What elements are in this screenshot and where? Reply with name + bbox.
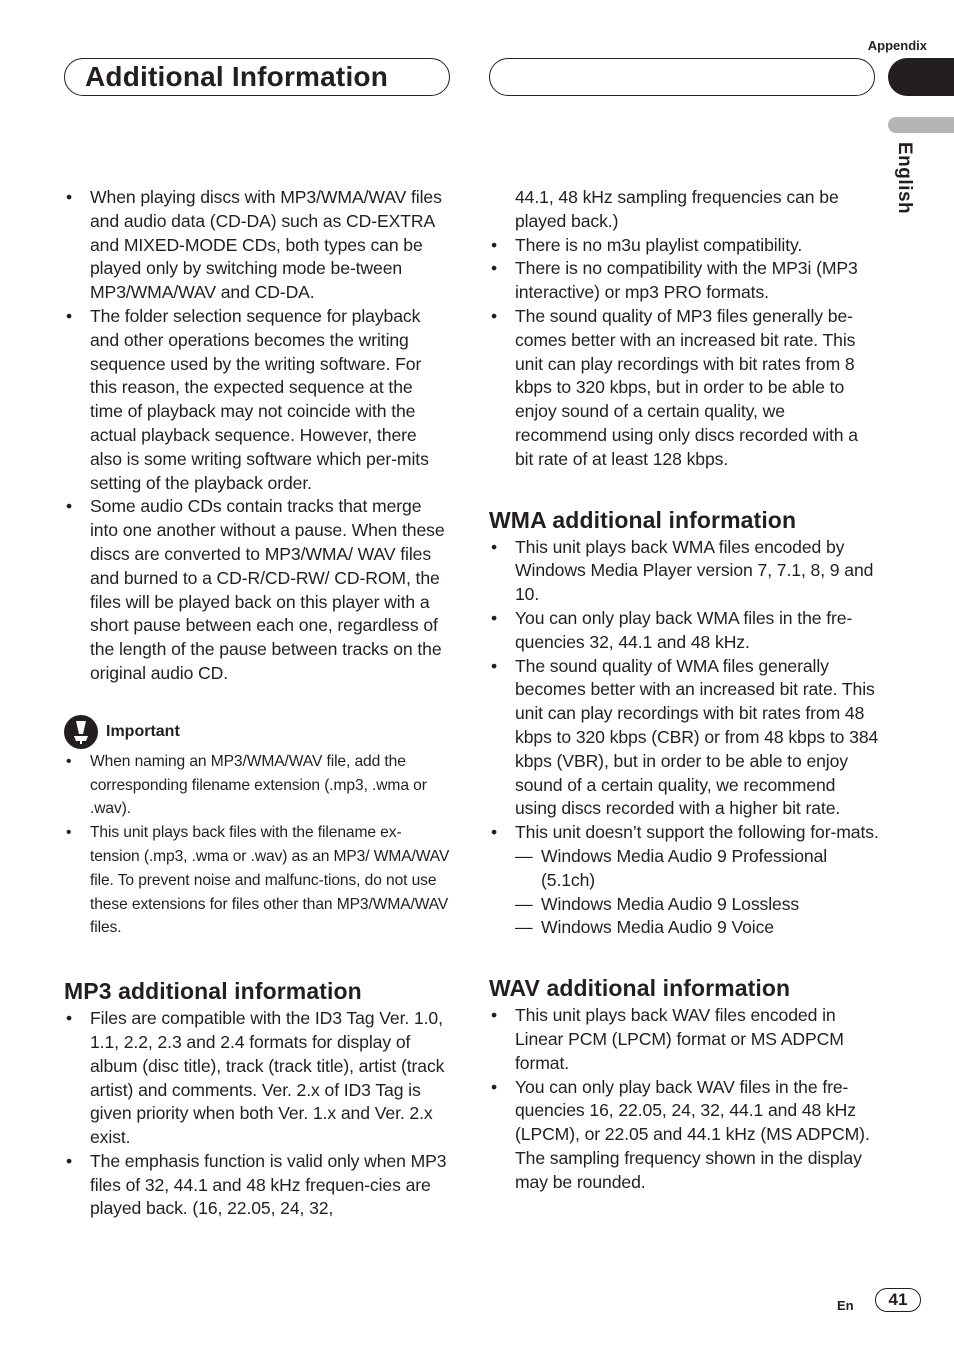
section-tab-marker xyxy=(888,58,954,96)
footer-language: En xyxy=(837,1298,854,1313)
unsupported-format: Windows Media Audio 9 Voice xyxy=(541,917,774,938)
list-item: • This unit plays back WMA files encoded by Windows Media Player version 7, 7.1, 8, 9 and 10. xyxy=(489,536,879,607)
list-item: • When playing discs with MP3/WMA/WAV files and audio data (CD-DA) such as CD-EXTRA and MIXED-MODE CDs, both types can be played only by switching mode be-tween MP3/WMA/WAV and CD-DA. xyxy=(64,186,450,305)
list-item: • Files are compatible with the ID3 Tag Ver. 1.0, 1.1, 2.2, 2.3 and 2.4 formats for display of album (disc title), track (track title), artist (track artist) and comments. Ver. 2.x of ID3 Tag is given priority when both Ver. 1.x and Ver. 2.x exist. xyxy=(64,1007,450,1150)
general-notes-list xyxy=(64,186,450,686)
mp3-list-continued xyxy=(489,234,879,472)
list-item: • This unit doesn’t support the following for-mats. xyxy=(489,821,879,845)
list-item: • There is no m3u playlist compatibility. xyxy=(489,234,879,258)
dash-marker: — xyxy=(515,917,533,938)
wav-heading: WAV additional information xyxy=(489,975,791,1002)
page-title-box xyxy=(64,58,450,96)
wma-list xyxy=(489,536,879,845)
list-item: • There is no compatibility with the MP3i (MP3 interactive) or mp3 PRO formats. xyxy=(489,257,879,305)
list-item: • You can only play back WMA files in the fre-quencies 32, 44.1 and 48 kHz. xyxy=(489,607,879,655)
dash-marker: — xyxy=(515,845,533,866)
list-item: • The folder selection sequence for playback and other operations becomes the writing sequence used by the writing software. For this reason, the expected sequence at the time of playback may not coincide with the actual playback sequence. However, there also is some writing software which per-mits setting of the playback order. xyxy=(64,305,450,495)
list-item: • The sound quality of WMA files generally becomes better with an increased bit rate. This unit can play recordings with bit rates from 48 kbps to 320 kbps (CBR) or from 48 kbps to 384 kbps (VBR), but in order to be able to enjoy sound of a certain quality, we recommend using discs recorded with a higher bit rate. xyxy=(489,655,879,822)
important-header xyxy=(64,714,450,750)
list-item: • The emphasis function is valid only when MP3 files of 32, 44.1 and 48 kHz frequen-cies are played back. (16, 22.05, 24, 32, xyxy=(64,1150,450,1221)
list-item: • The sound quality of MP3 files generally be-comes better with an increased bit rate. This unit can play recordings with bit rates from 8 kbps to 320 kbps, but in order to be able to enjoy sound of a certain quality, we recommend using only discs recorded with a bit rate of at least 128 kbps. xyxy=(489,305,879,472)
right-column xyxy=(489,186,879,1194)
list-item: • Some audio CDs contain tracks that merge into one another without a pause. When these discs are converted to MP3/WMA/ WAV files and burned to a CD-R/CD-RW/ CD-ROM, the files will be played back on this player with a short pause between each one, regardless of the length of the pause between tracks on the original audio CD. xyxy=(64,495,450,685)
wav-list xyxy=(489,1004,879,1194)
language-tab-marker xyxy=(888,117,954,133)
dash-marker: — xyxy=(515,893,533,914)
unsupported-format: Windows Media Audio 9 Lossless xyxy=(541,893,800,914)
list-item: • This unit plays back WAV files encoded in Linear PCM (LPCM) format or MS ADPCM format. xyxy=(489,1004,879,1075)
list-item xyxy=(489,845,879,893)
wma-unsupported-list xyxy=(489,845,879,940)
page-number: 41 xyxy=(875,1288,921,1312)
language-label: English xyxy=(894,142,915,215)
important-list xyxy=(64,750,450,940)
list-item xyxy=(489,893,879,917)
mp3-heading: MP3 additional information xyxy=(64,978,362,1005)
left-column xyxy=(64,186,450,1221)
title-box-blank xyxy=(489,58,875,96)
list-item xyxy=(489,916,879,940)
wma-heading: WMA additional information xyxy=(489,506,797,533)
important-icon xyxy=(64,715,98,749)
list-item: • When naming an MP3/WMA/WAV file, add the corresponding filename extension (.mp3, .wma or .wav). xyxy=(64,750,450,821)
list-item: • You can only play back WAV files in the fre-quencies 16, 22.05, 24, 32, 44.1 and 48 kHz (LPCM), or 22.05 and 44.1 kHz (MS ADPCM). The sampling frequency shown in the display may be rounded. xyxy=(489,1076,879,1195)
page-title: Additional Information xyxy=(85,61,389,92)
section-label: Appendix xyxy=(867,38,927,53)
unsupported-format: Windows Media Audio 9 Professional (5.1ch) xyxy=(541,845,828,890)
important-label: Important xyxy=(106,722,180,740)
mp3-continued-text: 44.1, 48 kHz sampling frequencies can be played back.) xyxy=(515,187,839,231)
list-item: • This unit plays back files with the filename ex-tension (.mp3, .wma or .wav) as an MP3/ WMA/WAV file. To prevent noise and malfunc-tions, do not use these extensions for files other than MP3/WMA/WAV files. xyxy=(64,821,450,940)
mp3-list xyxy=(64,1007,450,1221)
